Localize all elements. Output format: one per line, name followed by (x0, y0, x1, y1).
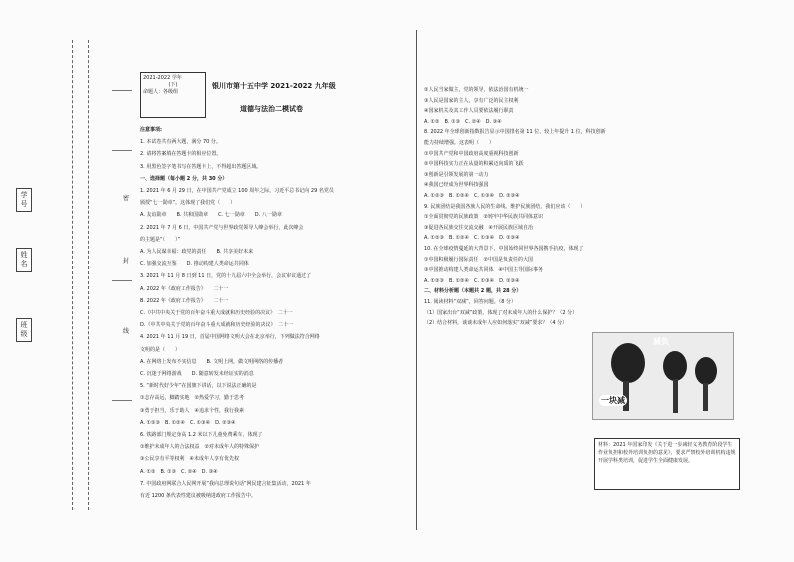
question-line: 的主题是“（ ）” (140, 236, 181, 243)
question-line: ②人民当家做主，党的领导，依法治国有机统一 (424, 87, 529, 93)
seal-mark: 封 (122, 258, 129, 265)
question-line: 9. 民族团结是我国各族人民的生命线。维护民族团结，我们应该（ ） (424, 203, 586, 210)
question-line: A. 为人民谋幸福：政党的责任 B. 共享美好未来 (140, 249, 254, 255)
material-caption-box: 材料：2021 年国家印发《关于进一步减轻义务教育阶段学生作业负担和校外培训负担的意见》，要求严禁校外培训机构违规开展学科类培训，促进学生全面健康发展。 (594, 438, 740, 490)
question-line: （1）国家出台“双减”政策，体现了对未成年人的什么保护？（2 分） (424, 309, 578, 316)
question-line: 颁授“七一勋章”。这体现了我们党（ ） (140, 200, 236, 207)
question-line: 10. 在全球疫情蔓延的大背景下，中国始终同世界各国携手抗疫，体现了 (424, 246, 584, 252)
question-line: A. 在网络上发布不实信息 B. 文明上网，做文明网络的传播者 (140, 358, 284, 365)
question-line: ①中国共产党和中国政府高度重视科技创新 (424, 150, 519, 157)
question-line: 文明的是（ ） (140, 346, 181, 353)
cartoon-figure (695, 357, 717, 385)
question-line: ③促进各民族交往交流交融 ④开展民族区域自治 (424, 224, 533, 231)
question-line: C. 沉迷于网络游戏 D. 随意转发未经证实的消息 (140, 371, 254, 377)
question-line: ③人民是国家的主人，享有广泛的民主权利 (424, 97, 519, 104)
school-title: 银川市第十五中学 2021-2022 九年级 (212, 82, 336, 90)
question-line: 4. 2021 年 11 月 19 日，首届中国网络文明大会在北京举行，下列做法符合网络 (140, 334, 320, 341)
question-line: A. ①② B. ①③ C. ②④ D. ③④ (424, 118, 502, 125)
question-line: 8. 2022 年全球创新指数报告显示中国排名第 11 位，较上年提升 1 位，科技创新 (424, 129, 606, 136)
question-line: ①中国积极履行国际责任 ②中国是负责任的大国 (424, 256, 533, 263)
question-line: A. ①② B. ①③ C. ②④ D. ③④ (140, 468, 218, 475)
exam-title: 道德与法治二模试卷 (240, 105, 303, 113)
question-line: 1. 本试卷共有两大题，满分 70 分。 (140, 139, 221, 146)
cartoon-word: 一块减 (601, 396, 625, 405)
question-line: C. 加强交流互鉴 D. 推动构建人类命运共同体 (140, 261, 249, 268)
question-line: A. 友谊勋章 B. 共和国勋章 C. 七一勋章 D. 八一勋章 (140, 212, 282, 219)
question-line: ③创新是引领发展的第一动力 (424, 171, 489, 178)
side-label-name: 姓名 (16, 248, 32, 272)
question-line: 二、材料分析题（本题共 2 题，共 28 分） (424, 288, 522, 295)
cartoon-shape (673, 379, 678, 413)
side-label-student-id: 学号 (16, 188, 32, 212)
seal-mark: 密 (122, 195, 129, 202)
question-line: 5. “新时代好少年”在国旗下讲话，以下说法正确的是 (140, 383, 257, 390)
question-line: B. 2022 年《政府工作报告》 二十一 (140, 297, 229, 304)
question-line: A. ①②③ B. ①②④ C. ①③④ D. ②③④ (424, 193, 520, 199)
question-line: 注意事项: (140, 127, 162, 133)
question-line: 2. 2021 年 7 月 6 日，中国共产党与世界政党领导人峰会举行，此次峰会 (140, 224, 304, 231)
question-line: 7. 中国政府网联合人民网开展“我向总理说句话”网民建言征集活动，2021 年 (140, 480, 311, 487)
question-line: 1. 2021 年 6 月 29 日，在中国共产党成立 100 周年之际，习近平总书记向 29 名党员 (140, 188, 334, 194)
binder-tick (112, 90, 132, 91)
binder-tick (112, 150, 132, 151)
question-line: 11. 阅读材料“双减”，回答问题。（8 分） (424, 299, 516, 305)
question-line: 3. 2021 年 11 月 8 日到 11 日，党的十九届六中全会举行，会议审议通过了 (140, 273, 312, 280)
question-line: A. ①②③ B. ①②④ C. ①③④ D. ②③④ (424, 277, 520, 284)
question-line: ①维护未成年人的合法权益 ②对未成年人的特殊保护 (140, 444, 259, 451)
question-line: ③中国推动构建人类命运共同体 ④中国主导国际事务 (424, 267, 543, 274)
seal-mark: 线 (122, 328, 129, 335)
question-line: ③勇于担当，乐于助人 ④追求个性，我行我素 (140, 407, 244, 414)
question-line: A. 2022 年《政府工作报告》 二十一 (140, 285, 229, 292)
question-line: 一、选择题（每小题 2 分，共 30 分） (140, 175, 228, 182)
question-line: ①全面贯彻党的民族政策 ②铸牢中华民族共同体意识 (424, 214, 543, 221)
question-line: A. ①②③ B. ①②④ C. ①③④ D. ②③④ (140, 419, 236, 426)
cartoon-figure (663, 351, 687, 381)
question-line: ③公民享有平等权利 ④未成年人享有优先权 (140, 456, 239, 463)
question-line: A. ①②③ B. ①②④ C. ①③④ D. ②③④ (424, 235, 520, 242)
cartoon-word: 减负 (653, 337, 669, 346)
question-line: D.《中共中央关于党的百年奋斗重大成就和历史经验的决议》 二十一 (140, 322, 293, 329)
question-line: ②中国科技实力正在从量的积累迈向质的飞跃 (424, 161, 524, 168)
exam-info-box (140, 72, 206, 118)
side-label-class: 班级 (16, 318, 32, 342)
cartoon-figure (611, 343, 645, 383)
question-line: 有近 1200 条代表性建议被吸纳进政府工作报告中。 (140, 493, 256, 499)
binder-dash-line (88, 40, 89, 510)
column-divider (416, 30, 417, 530)
question-line: ④国家机关及其工作人员要依法履行职责 (424, 108, 514, 115)
question-line: 3. 用黑色签字笔书写在答题卡上，不得超出答题区域。 (140, 163, 262, 170)
question-line: C.《中共中央关于党的百年奋斗重大成就和历史经验的决议》 二十一 (140, 310, 293, 316)
question-line: 能力持续增强。这表明（ ） (424, 140, 495, 146)
cartoon-image (592, 332, 734, 420)
exam-info-line: (下) (168, 82, 178, 88)
question-line: 2. 请将答案填在答题卡的相应位置。 (140, 151, 222, 158)
question-line: 6. 铁路部门规定身高 1.2 米以下儿童免费乘车，体现了 (140, 432, 263, 438)
binder-tick (112, 280, 132, 281)
binder-dash-line (72, 40, 73, 510)
question-line: ①志存高远，脚踏实地 ②热爱学习，勤于思考 (140, 395, 244, 402)
cartoon-shape (703, 383, 708, 411)
binder-tick (112, 400, 132, 401)
question-line: ④我国已经成为世界科技强国 (424, 182, 489, 189)
question-line: （2）结合材料，谈谈未成年人应如何落实“双减”要求？（4 分） (424, 320, 568, 327)
exam-info-line: 2021-2022 学年 (143, 75, 182, 81)
exam-info-line: 命题人：各级组 (143, 89, 179, 95)
